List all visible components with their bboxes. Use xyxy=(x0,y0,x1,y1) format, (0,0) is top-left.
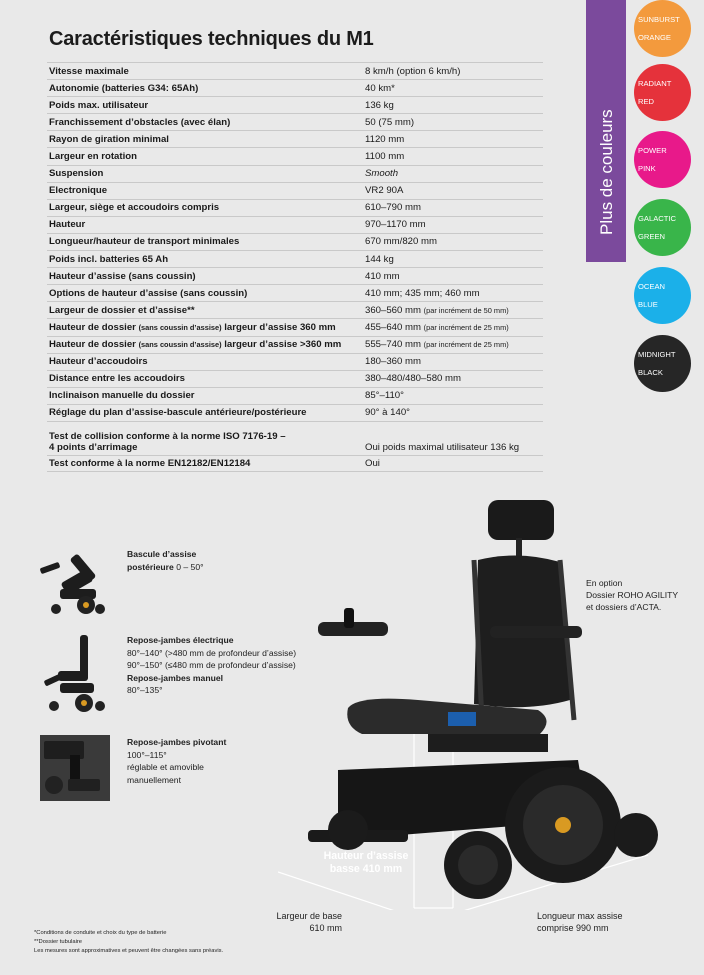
spec-row xyxy=(47,421,543,455)
swatch-name: ORANGE xyxy=(638,33,671,42)
seat-height-label xyxy=(323,850,409,876)
spec-row xyxy=(47,113,543,130)
color-swatch-ocean-blue[interactable] xyxy=(634,267,691,324)
swatch-name: PINK xyxy=(638,164,656,173)
tilt-title: Bascule d’assise xyxy=(127,549,197,559)
swing-line3: manuellement xyxy=(127,774,181,785)
seat-height-line1: Hauteur d’assise xyxy=(323,850,409,862)
spec-label xyxy=(47,431,365,453)
max-length-line2: comprise 990 mm xyxy=(537,923,609,933)
tilt-title-2: postérieure xyxy=(127,561,174,572)
spec-row xyxy=(47,387,543,404)
spec-value-main: 360–560 mm xyxy=(365,304,421,316)
spec-label-main: Hauteur de dossier xyxy=(49,321,136,333)
spec-label xyxy=(47,322,365,333)
swatch-name: POWER xyxy=(638,146,667,155)
spec-value: 50 (75 mm) xyxy=(365,116,415,128)
spec-row xyxy=(47,455,543,472)
spec-label-tail: largeur d’assise 360 mm xyxy=(224,321,336,333)
swing-caption xyxy=(127,736,226,786)
swatch-name: BLUE xyxy=(638,300,658,309)
spec-label: Suspension xyxy=(49,168,104,180)
spec-label-note: (sans coussin d’assise) xyxy=(138,322,222,332)
spec-value-main: 455–640 mm xyxy=(365,321,421,333)
spec-label: Franchissement d’obstacles (avec élan) xyxy=(49,116,231,128)
spec-label: Poids incl. batteries 65 Ah xyxy=(49,253,169,265)
tilt-wheelchair-image xyxy=(34,545,112,617)
color-swatch-sunburst-orange[interactable] xyxy=(634,0,691,57)
spec-row xyxy=(47,301,543,318)
spec-value-note: (par incrément de 25 mm) xyxy=(423,340,509,350)
page-title: Caractéristiques techniques du M1 xyxy=(49,28,374,50)
spec-value: 410 mm; 435 mm; 460 mm xyxy=(365,287,480,299)
swatch-name: OCEAN xyxy=(638,282,666,291)
spec-label: Distance entre les accoudoirs xyxy=(49,373,185,385)
footnote-2: **Dossier tubulaire xyxy=(34,939,83,945)
legrest-manual-title: Repose-jambes manuel xyxy=(127,672,223,683)
swatch-name: MIDNIGHT xyxy=(638,350,676,359)
base-width-label xyxy=(260,910,342,934)
swing-title: Repose-jambes pivotant xyxy=(127,737,227,747)
spec-row xyxy=(47,267,543,284)
legrest-elec-title: Repose-jambes électrique xyxy=(127,635,234,645)
spec-value: Oui xyxy=(365,458,380,470)
max-length-label xyxy=(537,910,623,934)
base-width-line2: 610 mm xyxy=(309,923,342,933)
spec-value: 410 mm xyxy=(365,270,400,282)
footnote-1: *Conditions de conduite et choix du type de batterie xyxy=(34,930,167,936)
swatch-name: GALACTIC xyxy=(638,214,676,223)
option-note-line1: En option xyxy=(586,578,623,588)
spec-label: Options de hauteur d’assise (sans coussin) xyxy=(49,287,248,299)
spec-value: 40 km* xyxy=(365,82,395,94)
legrest-manual-value: 80°–135° xyxy=(127,685,163,696)
spec-label: Hauteur d’accoudoirs xyxy=(49,356,148,368)
spec-label: Autonomie (batteries G34: 65Ah) xyxy=(49,82,199,94)
color-swatch-galactic-green[interactable] xyxy=(634,199,691,256)
spec-label: Longueur/hauteur de transport minimales xyxy=(49,236,240,248)
spec-value: Oui poids maximal utilisateur 136 kg xyxy=(365,441,520,453)
spec-row xyxy=(47,165,543,182)
spec-value: VR2 90A xyxy=(365,185,404,197)
spec-row xyxy=(47,62,543,79)
spec-row xyxy=(47,147,543,164)
swatch-name: SUNBURST xyxy=(638,15,680,24)
spec-label: Vitesse maximale xyxy=(49,65,129,77)
spec-value-note: (par incrément de 25 mm) xyxy=(423,322,509,332)
spec-value xyxy=(365,305,543,316)
spec-label-note: (sans coussin d’assise) xyxy=(138,340,222,350)
spec-label: Test conforme à la norme EN12182/EN12184 xyxy=(49,458,251,470)
legrest-elec-line1: 80°–140° (>480 mm de profondeur d’assise) xyxy=(127,647,297,658)
tilt-value: 0 – 50° xyxy=(176,561,204,572)
spec-label: Poids max. utilisateur xyxy=(49,99,149,111)
spec-value: 1100 mm xyxy=(365,151,405,163)
spec-row xyxy=(47,318,543,335)
spec-row xyxy=(47,336,543,353)
spec-label: Hauteur xyxy=(49,219,86,231)
spec-row xyxy=(47,353,543,370)
color-swatch-radiant-red[interactable] xyxy=(634,64,691,121)
base-width-line1: Largeur de base xyxy=(276,911,342,921)
spec-value: 90° à 140° xyxy=(365,407,411,419)
spec-label: Hauteur d’assise (sans coussin) xyxy=(49,270,196,282)
spec-value: 670 mm/820 mm xyxy=(365,236,437,248)
spec-label: Largeur de dossier et d’assise** xyxy=(49,304,195,316)
spec-value-note: (par incrément de 50 mm) xyxy=(423,305,509,315)
spec-row xyxy=(47,216,543,233)
spec-row xyxy=(47,250,543,267)
wheelchair-image xyxy=(278,490,668,910)
spec-value: Smooth xyxy=(365,168,399,180)
seat-height-line2: basse 410 mm xyxy=(329,863,403,875)
spec-label xyxy=(47,339,365,350)
spec-value-main: 555–740 mm xyxy=(365,339,421,351)
spec-value: 610–790 mm xyxy=(365,202,421,214)
spec-row xyxy=(47,79,543,96)
spec-table xyxy=(47,62,543,472)
spec-label: Largeur en rotation xyxy=(49,151,137,163)
spec-value: 1120 mm xyxy=(365,133,405,145)
swing-line2: réglable et amovible xyxy=(127,762,204,773)
spec-value: 144 kg xyxy=(365,253,394,265)
spec-row xyxy=(47,370,543,387)
spec-value xyxy=(365,322,543,333)
max-length-line1: Longueur max assise xyxy=(537,911,623,921)
swatch-name: RADIANT xyxy=(638,79,672,88)
footnote-3: Les mesures sont approximatives et peuvent être changées sans préavis. xyxy=(34,948,224,954)
spec-value: 380–480/480–580 mm xyxy=(365,373,462,385)
spec-label: Inclinaison manuelle du dossier xyxy=(49,390,195,402)
spec-value: 85°–110° xyxy=(365,390,404,402)
spec-label-tail: largeur d’assise >360 mm xyxy=(224,339,342,351)
colors-tab-label: Plus de couleurs xyxy=(597,109,616,235)
spec-row xyxy=(47,96,543,113)
tilt-caption xyxy=(127,548,204,573)
spec-value: 136 kg xyxy=(365,99,394,111)
spec-row xyxy=(47,284,543,301)
spec-row xyxy=(47,199,543,216)
legrest-elec-line2: 90°–150° (≤480 mm de profondeur d’assise) xyxy=(127,660,296,671)
spec-row xyxy=(47,130,543,147)
spec-value: 180–360 mm xyxy=(365,356,421,368)
legrest-caption xyxy=(127,634,296,697)
spec-row xyxy=(47,182,543,199)
spec-label: Rayon de giration minimal xyxy=(49,133,169,145)
spec-value xyxy=(365,339,543,350)
color-swatch-power-pink[interactable] xyxy=(634,131,691,188)
color-swatch-midnight-black[interactable] xyxy=(634,335,691,392)
colors-tab-label-wrap xyxy=(586,0,626,262)
swatch-name: BLACK xyxy=(638,368,663,377)
spec-label-line1: Test de collision conforme à la norme ISO 7176-19 – xyxy=(49,430,286,442)
spec-label-line2: 4 points d’arrimage xyxy=(49,441,138,453)
legrest-wheelchair-image xyxy=(40,633,110,713)
spec-row xyxy=(47,404,543,421)
spec-label: Largeur, siège et accoudoirs compris xyxy=(49,202,220,214)
spec-value: 970–1170 mm xyxy=(365,219,426,231)
swatch-name: RED xyxy=(638,97,655,106)
spec-value: 8 km/h (option 6 km/h) xyxy=(365,65,461,77)
option-note xyxy=(586,577,678,613)
swing-legrest-image xyxy=(40,735,110,801)
spec-label: Réglage du plan d’assise-bascule antérieure/postérieure xyxy=(49,407,307,419)
spec-row xyxy=(47,233,543,250)
swing-line1: 100°–115° xyxy=(127,749,167,760)
swatch-name: GREEN xyxy=(638,232,666,241)
spec-label: Electronique xyxy=(49,185,108,197)
spec-label-main: Hauteur de dossier xyxy=(49,339,136,351)
option-note-line3: et dossiers d’ACTA. xyxy=(586,602,662,612)
option-note-line2: Dossier ROHO AGILITY xyxy=(586,590,679,600)
